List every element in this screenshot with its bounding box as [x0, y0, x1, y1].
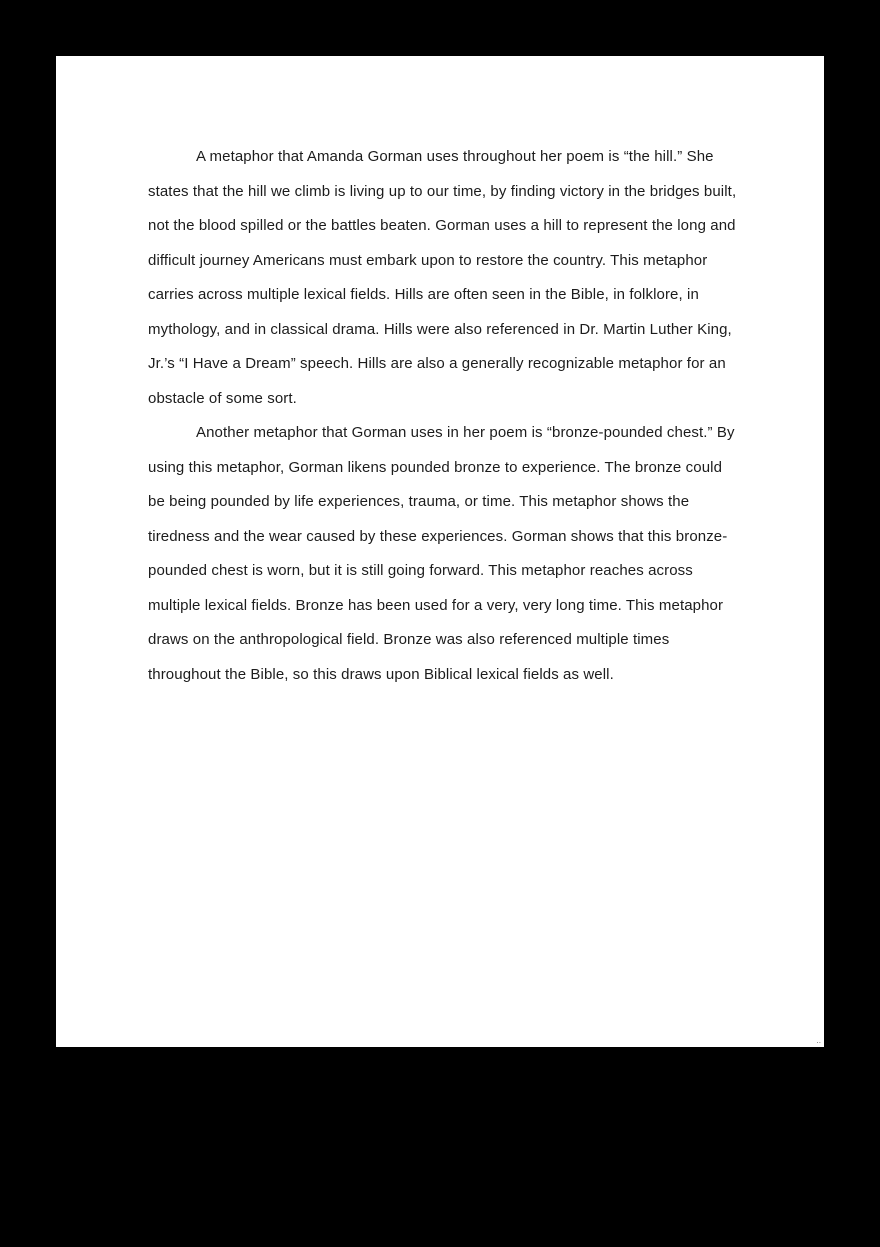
paragraph-hill-metaphor [148, 140, 737, 416]
text-line: A metaphor that Amanda Gorman uses throughout her poem is “the hill.” She [196, 148, 714, 165]
text-line: difficult journey Americans must embark upon to restore the country. This metaphor [148, 251, 708, 269]
paragraph-bronze-metaphor [148, 416, 735, 692]
text-line: draws on the anthropological field. Bronze was also referenced multiple times [148, 631, 670, 648]
text-line: tiredness and the wear caused by these experiences. Gorman shows that this bronze- [148, 527, 728, 545]
text-line: obstacle of some sort. [148, 389, 297, 407]
document-page[interactable] [56, 56, 824, 1047]
text-line: throughout the Bible, so this draws upon Biblical lexical fields as well. [148, 665, 614, 683]
text-line: states that the hill we climb is living up to our time, by finding victory in the bridges built, [148, 182, 737, 200]
text-line: mythology, and in classical drama. Hills were also referenced in Dr. Martin Luther King, [148, 320, 732, 338]
text-line: carries across multiple lexical fields. Hills are often seen in the Bible, in folklore, in [148, 286, 699, 303]
text-line: multiple lexical fields. Bronze has been used for a very, very long time. This metaphor [148, 596, 724, 614]
document-text-body[interactable] [148, 140, 737, 692]
text-line: not the blood spilled or the battles beaten. Gorman uses a hill to represent the long and [148, 217, 736, 234]
text-line: Another metaphor that Gorman uses in her poem is “bronze-pounded chest.” By [196, 424, 735, 441]
page-corner-mark: ‥ [816, 1038, 822, 1045]
text-line: Jr.’s “I Have a Dream” speech. Hills are also a generally recognizable metaphor for an [148, 355, 726, 372]
text-line: pounded chest is worn, but it is still going forward. This metaphor reaches across [148, 562, 693, 579]
text-line: using this metaphor, Gorman likens pounded bronze to experience. The bronze could [148, 458, 723, 476]
text-line: be being pounded by life experiences, trauma, or time. This metaphor shows the [148, 493, 690, 510]
